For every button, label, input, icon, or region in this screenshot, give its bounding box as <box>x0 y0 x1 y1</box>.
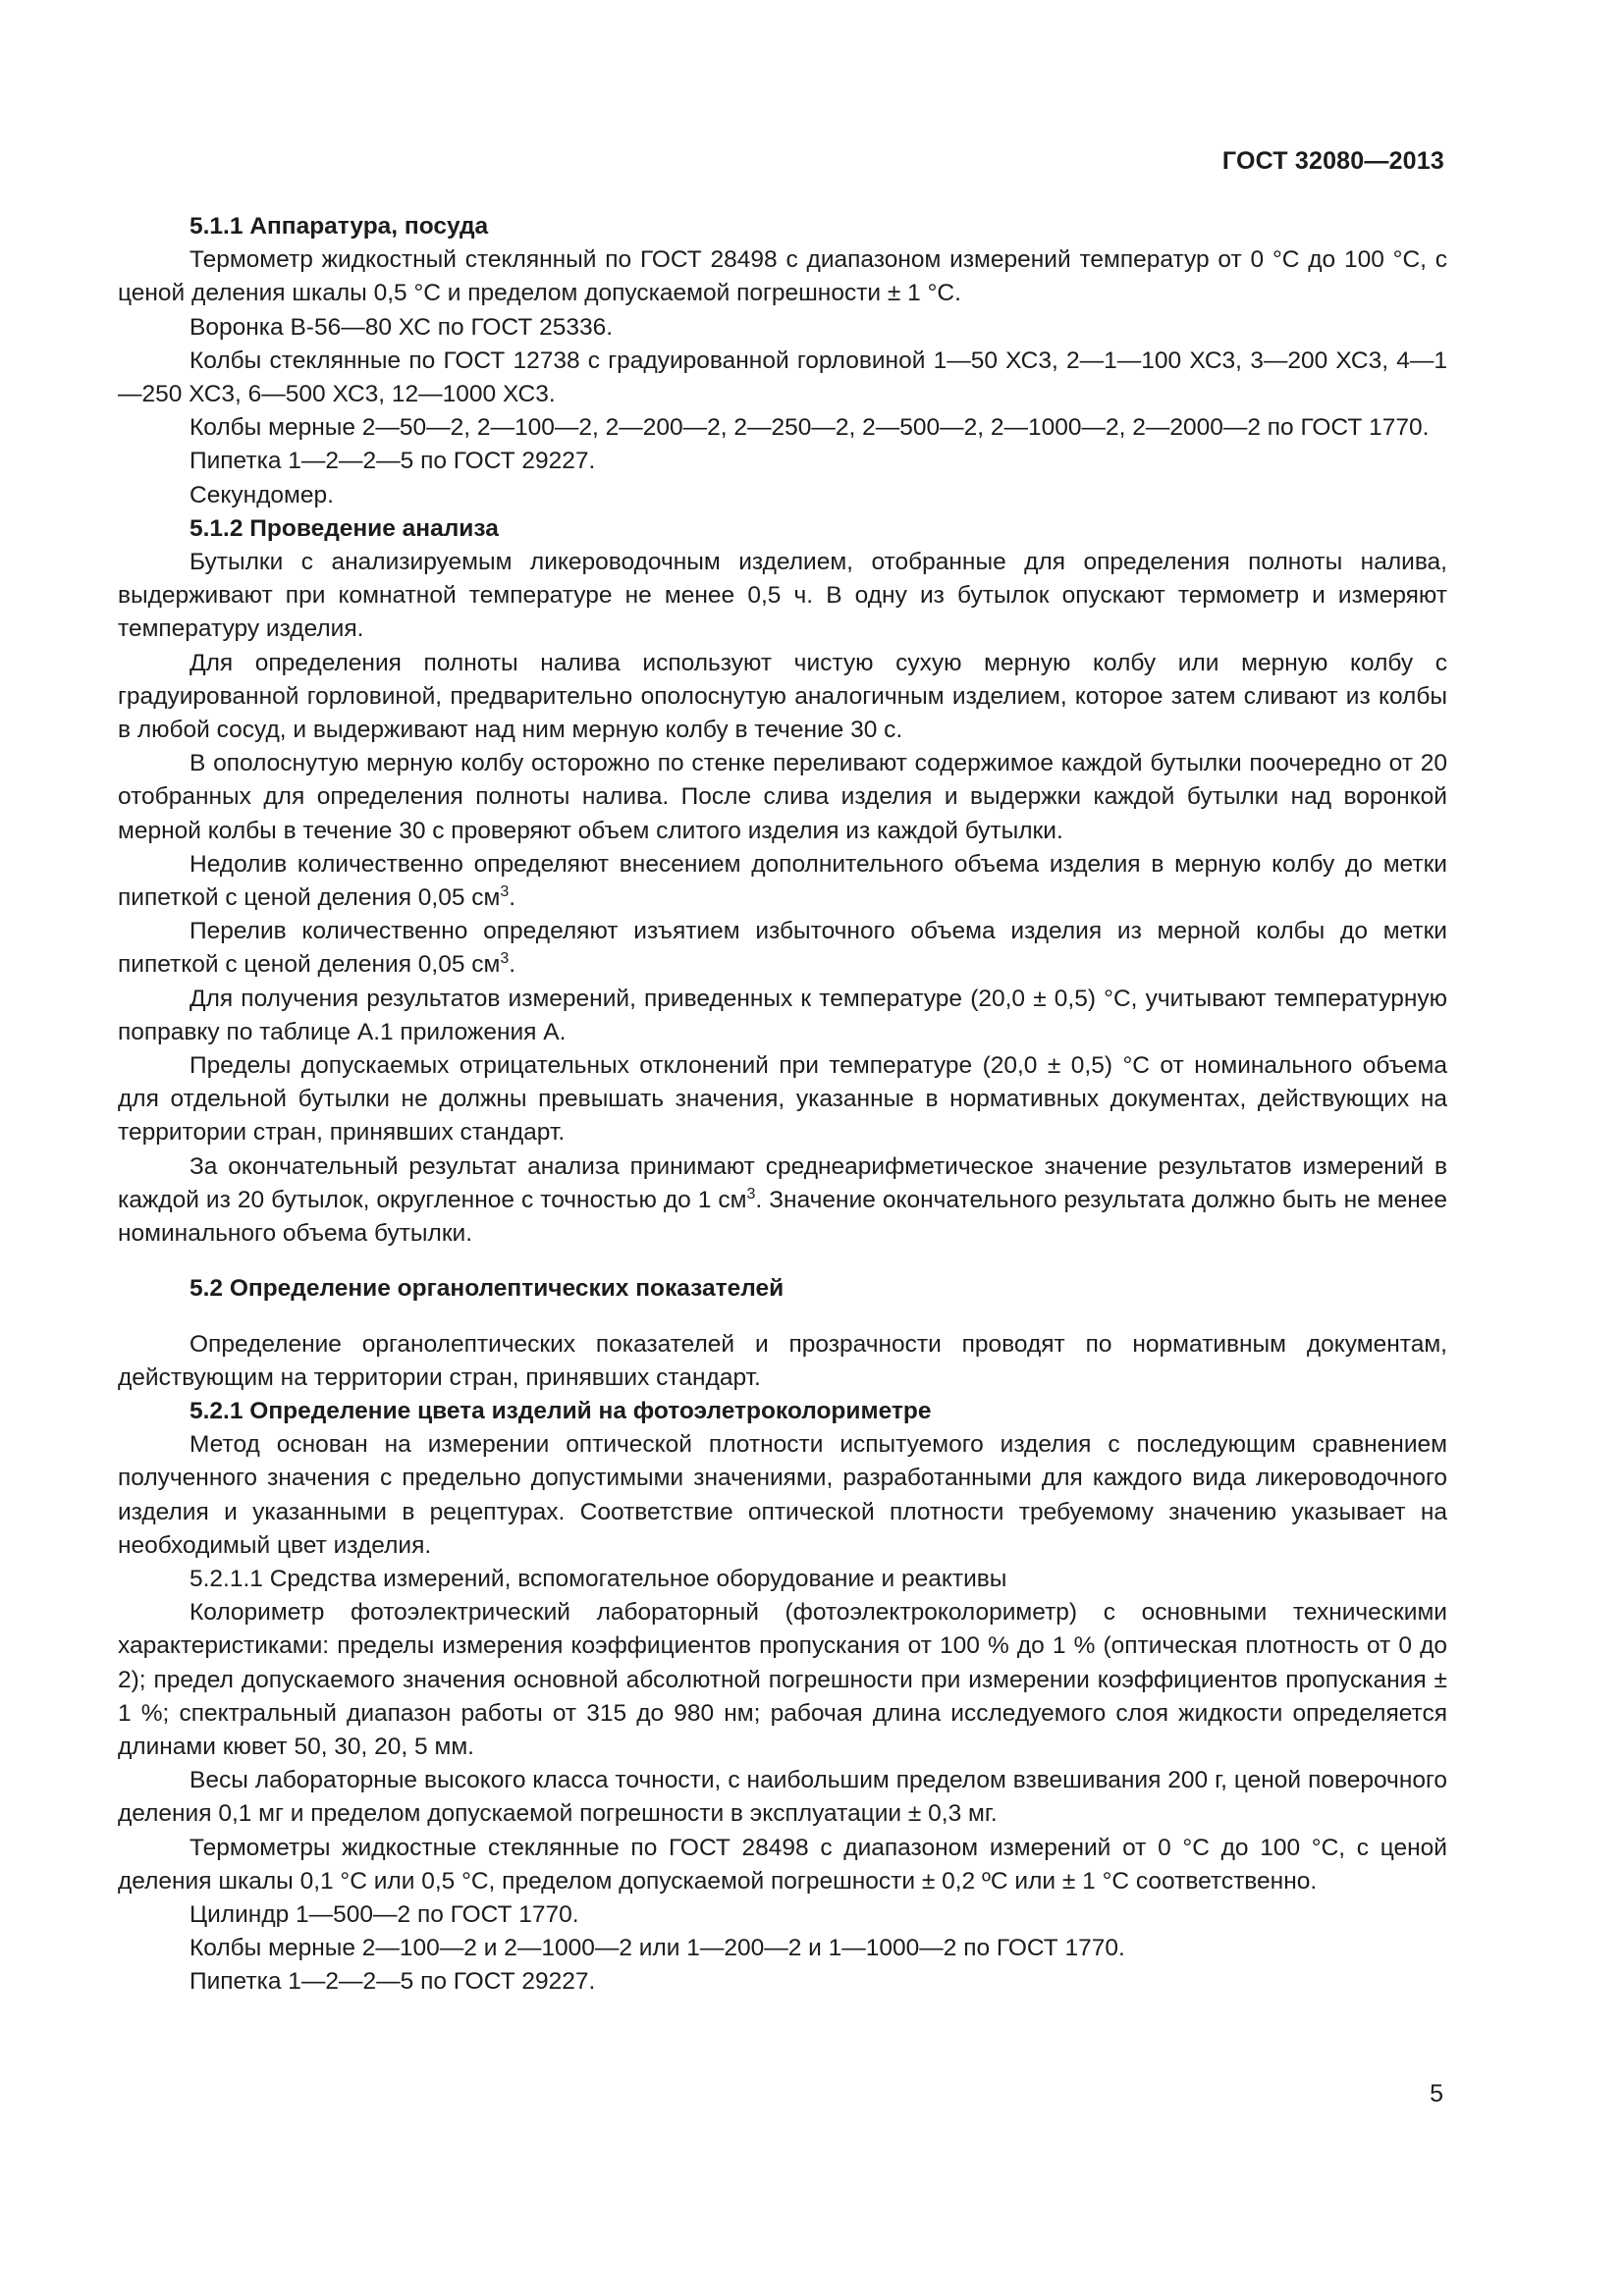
paragraph: В ополоснутую мерную колбу осторожно по стенке переливают содержимое каждой бутылки поочередно от 20 отобранных для определения полноты налива. После слива изделия и выдержки каждой бутылки над воронкой мерной колбы в течение 30 с проверяют объем слитого изделия из каждой бутылки. <box>118 750 1447 844</box>
section-heading-5-2: 5.2 Определение органолептических показателей <box>189 1275 785 1303</box>
superscript-cube: 3 <box>500 950 510 968</box>
paragraph: Метод основан на измерении оптической плотности испытуемого изделия с последующим сравнением полученного значения с предельно допустимыми значениями, разработанными для каждого вида ликероводочного изделия и указанными в рецептурах. Соответствие оптической плотности требуемому значению указывает на необходимый цвет изделия. <box>118 1431 1447 1559</box>
section-heading-5-2-1: 5.2.1 Определение цвета изделий на фотоэлетроколориметре <box>189 1397 932 1424</box>
paragraph: Термометр жидкостный стеклянный по ГОСТ 28498 с диапазоном измерений температур от 0 °С до 100 °С, с ценой деления шкалы 0,5 °С и пределом допускаемой погрешности ± 1 °С. <box>118 246 1447 307</box>
paragraph: Колбы мерные 2—100—2 и 2—1000—2 или 1—200—2 и 1—1000—2 по ГОСТ 1770. <box>189 1935 1125 1962</box>
period: . <box>509 951 516 979</box>
paragraph: Колбы мерные 2—50—2, 2—100—2, 2—200—2, 2—250—2, 2—500—2, 2—1000—2, 2—2000—2 по ГОСТ 1770. <box>189 414 1430 442</box>
paragraph: Секундомер. <box>189 481 334 508</box>
paragraph: Весы лабораторные высокого класса точности, с наибольшим пределом взвешивания 200 г, ценой поверочного деления 0,1 мг и пределом допускаемой погрешности в эксплуатации ± 0,3 мг. <box>118 1767 1447 1828</box>
paragraph: Определение органолептических показателей и прозрачности проводят по нормативным документам, действующим на территории стран, принявших стандарт. <box>118 1330 1447 1391</box>
paragraph: Пипетка 1—2—2—5 по ГОСТ 29227. <box>189 1968 596 1996</box>
paragraph <box>118 848 1447 915</box>
paragraph: Бутылки с анализируемым ликероводочным изделием, отобранные для определения полноты налива, выдерживают при комнатной температуре не менее 0,5 ч. В одну из бутылок опускают термометр и измеряют температуру изделия. <box>118 549 1447 643</box>
page-number: 5 <box>1430 2080 1443 2108</box>
paragraph: Колориметр фотоэлектрический лабораторный (фотоэлектроколориметр) с основными техническими характеристиками: пределы измерения коэффициентов пропускания от 100 % до 1 % (оптическая плотность от 0 до 2); предел допускаемого значения основной абсолютной погрешности при измерении коэффициентов пропускания ± 1 %; спектральный диапазон работы от 315 до 980 нм; рабочая длина исследуемого слоя жидкости определяется длинами кювет 50, 30, 20, 5 мм. <box>118 1599 1447 1760</box>
paragraph: Для получения результатов измерений, приведенных к температуре (20,0 ± 0,5) °С, учитывают температурную поправку по таблице А.1 приложения А. <box>118 985 1447 1045</box>
superscript-cube: 3 <box>500 883 510 901</box>
section-heading-5-1-2: 5.1.2 Проведение анализа <box>189 514 499 542</box>
subsection-heading-5-2-1-1: 5.2.1.1 Средства измерений, вспомогательное оборудование и реактивы <box>189 1565 1007 1592</box>
section-heading-5-1-1: 5.1.1 Аппаратура, посуда <box>189 213 489 240</box>
document-body <box>118 210 1447 2000</box>
paragraph: Для определения полноты налива используют чистую сухую мерную колбу или мерную колбу с градуированной горловиной, предварительно ополоснутую аналогичным изделием, которое затем сливают из колбы в любой сосуд, и выдерживают над ним мерную колбу в течение 30 с. <box>118 649 1447 744</box>
paragraph: Пипетка 1—2—2—5 по ГОСТ 29227. <box>189 448 596 475</box>
paragraph <box>118 1150 1447 1252</box>
paragraph: Воронка В-56—80 ХС по ГОСТ 25336. <box>189 313 614 341</box>
paragraph: Пределы допускаемых отрицательных отклонений при температуре (20,0 ± 0,5) °С от номинального объема для отдельной бутылки не должны превышать значения, указанные в нормативных документах, действующих на территории стран, принявших стандарт. <box>118 1052 1447 1147</box>
period: . <box>509 884 516 912</box>
paragraph: Колбы стеклянные по ГОСТ 12738 с градуированной горловиной 1—50 ХС3, 2—1—100 ХС3, 3—200 ХС3, 4—1—250 ХС3, 6—500 ХС3, 12—1000 ХС3. <box>118 347 1447 408</box>
paragraph <box>118 915 1447 982</box>
document-code-header: ГОСТ 32080—2013 <box>1221 147 1444 175</box>
paragraph: Термометры жидкостные стеклянные по ГОСТ 28498 с диапазоном измерений от 0 °С до 100 °С, с ценой деления шкалы 0,1 °С или 0,5 °С, пределом допускаемой погрешности ± 0,2 ºС или ± 1 °С соответственно. <box>118 1834 1447 1895</box>
paragraph-text: Недолив количественно определяют внесением дополнительного объема изделия в мерную колбу до метки пипеткой с ценой деления 0,05 см <box>118 850 1447 912</box>
paragraph: Цилиндр 1—500—2 по ГОСТ 1770. <box>189 1900 579 1928</box>
superscript-cube: 3 <box>746 1185 756 1202</box>
paragraph-text: . Значение окончательного результата должно быть не менее номинального объема бутылки. <box>118 1186 1447 1248</box>
paragraph-text: За окончательный результат анализа принимают среднеарифметическое значение результатов измерений в каждой из 20 бутылок, округленное с точностью до 1 см <box>118 1152 1447 1213</box>
paragraph-text: Перелив количественно определяют изъятием избыточного объема изделия из мерной колбы до метки пипеткой с ценой деления 0,05 см <box>118 918 1447 979</box>
